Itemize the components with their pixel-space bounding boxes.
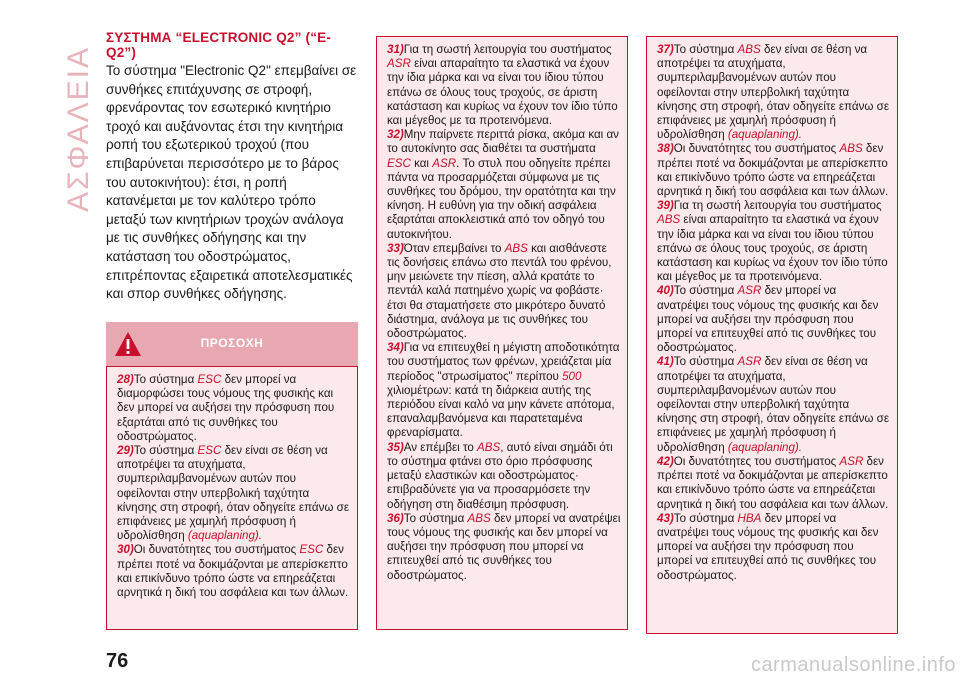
warning-note: 40)Το σύστημα ASR δεν μπορεί να ανατρέψει τους νόμους της φυσικής και δεν μπορεί να αυξήσει την πρόσφυση που μπορεί να επιτευχθεί από τις συνθήκες του οδοστρώματος.	[657, 284, 879, 355]
warning-note: 38)Οι δυνατότητες του συστήματος ABS δεν πρέπει ποτέ να δοκιμάζονται με απερίσκεπτο και επικίνδυνο τρόπο ώστε να επηρεάζεται αρνητικά η δική του ασφάλεια και των άλλων.	[657, 142, 889, 199]
warning-note: 30)Οι δυνατότητες του συστήματος ESC δεν πρέπει ποτέ να δοκιμάζονται με απερίσκεπτο και επικίνδυνο τρόπο ώστε να επηρεάζεται αρνητικά η δική του ασφάλεια και των άλλων.	[117, 543, 349, 600]
warning-box-1	[106, 366, 358, 630]
warning-note: 43)Το σύστημα HBA δεν μπορεί να ανατρέψει τους νόμους της φυσικής και δεν μπορεί να αυξήσει την πρόσφυση που μπορεί να επιτευχθεί από τις συνθήκες του οδοστρώματος.	[657, 511, 879, 582]
warning-note: 29)Το σύστημα ESC δεν είναι σε θέση να αποτρέψει τα ατυχήματα, συμπεριλαμβανομένων αυτών που οφείλονται στην υπερβολική ταχύτητα κίνησης στη στροφή, όταν οδηγείτε επάνω σε επιφάνειες με χαμηλή πρόσφυση ή υδρολίσθηση (aquaplaning).	[117, 444, 349, 543]
warning-note: 31)Για τη σωστή λειτουργία του συστήματος ASR είναι απαραίτητο τα ελαστικά να έχουν την ίδια μάρκα και να είναι του ίδιου τύπου επάνω σε όλους τους τροχούς, σε άριστη κατάσταση και κυρίως να έχουν τον ίδιο τύπο και μέγεθος με τα προτεινόμενα.	[387, 43, 618, 128]
intro-section	[106, 30, 358, 304]
warning-note: 37)Το σύστημα ABS δεν είναι σε θέση να αποτρέψει τα ατυχήματα, συμπεριλαμβανομένων αυτών που οφείλονται στην υπερβολική ταχύτητα κίνησης στη στροφή, όταν οδηγείτε επάνω σε επιφάνειες με χαμηλή πρόσφυση ή υδρολίσθηση (aquaplaning).	[657, 43, 889, 142]
page-number: 76	[106, 650, 129, 672]
warning-note: 42)Οι δυνατότητες του συστήματος ASR δεν πρέπει ποτέ να δοκιμάζονται με απερίσκεπτο και επικίνδυνο τρόπο ώστε να επηρεάζεται αρνητικά η δική του ασφάλεια και των άλλων.	[657, 454, 889, 511]
warning-box-3	[646, 36, 898, 634]
section-label-text: ΑΣΦΑΛΕΙΑ	[62, 45, 95, 212]
intro-paragraph: Το σύστημα "Electronic Q2" επεμβαίνει σε συνθήκες επιτάχυνσης σε στροφή, φρενάροντας τον εσωτερικό κινητήριο τροχό και αυξάνοντας έτσι την κινητήρια ροπή του εξωτερικού τροχού (που επιβαρύνεται περισσότερο με το βάρος του αυτοκινήτου): έτσι, η ροπή κατανέμεται με τον καλύτερο τρόπο μεταξύ των κινητήριων τροχών ανάλογα με τις συνθήκες οδήγησης και την κατάσταση του οδοστρώματος, επιτρέποντας εξαιρετικά αποτελεσματικές και σπορ συνθήκες οδήγησης.	[106, 63, 357, 302]
warning-note: 34)Για να επιτευχθεί η μέγιστη αποδοτικότητα του συστήματος των φρένων, χρειάζεται μία περίοδος "στρωσίματος" περίπου 500 χιλιομέτρων: κατά τη διάρκεια αυτής της περιόδου είναι καλό να μην κάνετε απότομα, επαναλαμβανόμενα και παρατεταμένα φρεναρίσματα.	[387, 341, 620, 440]
watermark: carmanualsonline.info	[750, 654, 956, 676]
warning-note: 28)Το σύστημα ESC δεν μπορεί να διαμορφώσει τους νόμους της φυσικής και δεν μπορεί να αυξήσει την πρόσφυση που εξαρτάται από τις συνθήκες του οδοστρώματος.	[117, 373, 335, 443]
warning-note: 39)Για τη σωστή λειτουργία του συστήματος ABS είναι απαραίτητο τα ελαστικά να έχουν την ίδια μάρκα και να είναι του ίδιου τύπου επάνω σε όλους τους τροχούς, σε άριστη κατάσταση και κυρίως να έχουν τον ίδιο τύπο και μέγεθος με τα προτεινόμενα.	[657, 199, 888, 284]
warning-title: ΠΡΟΣΟΧΗ	[200, 336, 264, 350]
warning-box-2	[376, 36, 628, 630]
warning-note: 35)Αν επέμβει το ABS, αυτό είναι σημάδι ότι το σύστημα φτάνει στο όριο πρόσφυσης μεταξύ ελαστικών και οδοστρώματος· επιβραδύνετε για να προσαρμόσετε την οδήγηση στη διαθέσιμη πρόσφυση.	[387, 440, 613, 511]
section-title: ΣΥΣΤΗΜΑ “ELECTRONIC Q2” (“E-Q2”)	[106, 30, 332, 60]
warning-note: 36)Το σύστημα ABS δεν μπορεί να ανατρέψει τους νόμους της φυσικής και δεν μπορεί να αυξήσει την πρόσφυση που μπορεί να επιτευχθεί από τις συνθήκες του οδοστρώματος.	[387, 511, 621, 582]
section-side-label	[62, 16, 95, 216]
warning-note: 32)Μην παίρνετε περιττά ρίσκα, ακόμα και αν το αυτοκίνητο σας διαθέτει τα συστήματα ESC και ASR. Το στυλ που οδηγείτε πρέπει πάντα να προσαρμόζεται σύμφωνα με τις συνθήκες του δρόμου, την ορατότητα και την κίνηση. Η ευθύνη για την οδική ασφάλεια εξαρτάται αποκλειστικά από τον οδηγό του αυτοκινήτου.	[387, 128, 619, 241]
warning-note: 41)Το σύστημα ASR δεν είναι σε θέση να αποτρέψει τα ατυχήματα, συμπεριλαμβανομένων αυτών που οφείλονται στην υπερβολική ταχύτητα κίνησης στη στροφή, όταν οδηγείτε επάνω σε επιφάνειες με χαμηλή πρόσφυση ή υδρολίσθηση (aquaplaning).	[657, 355, 889, 454]
warning-note: 33)Όταν επεμβαίνει το ABS και αισθάνεστε τις δονήσεις επάνω στο πεντάλ του φρένου, μην μειώνετε την πίεση, αλλά κρατάτε το πεντάλ καλά πατημένο χωρίς να φοβάστε· έτσι θα σταματήσετε στο μικρότερο δυνατό διάστημα, ανάλογα με τις συνθήκες του οδοστρώματος.	[387, 241, 612, 341]
warning-header	[106, 322, 358, 366]
